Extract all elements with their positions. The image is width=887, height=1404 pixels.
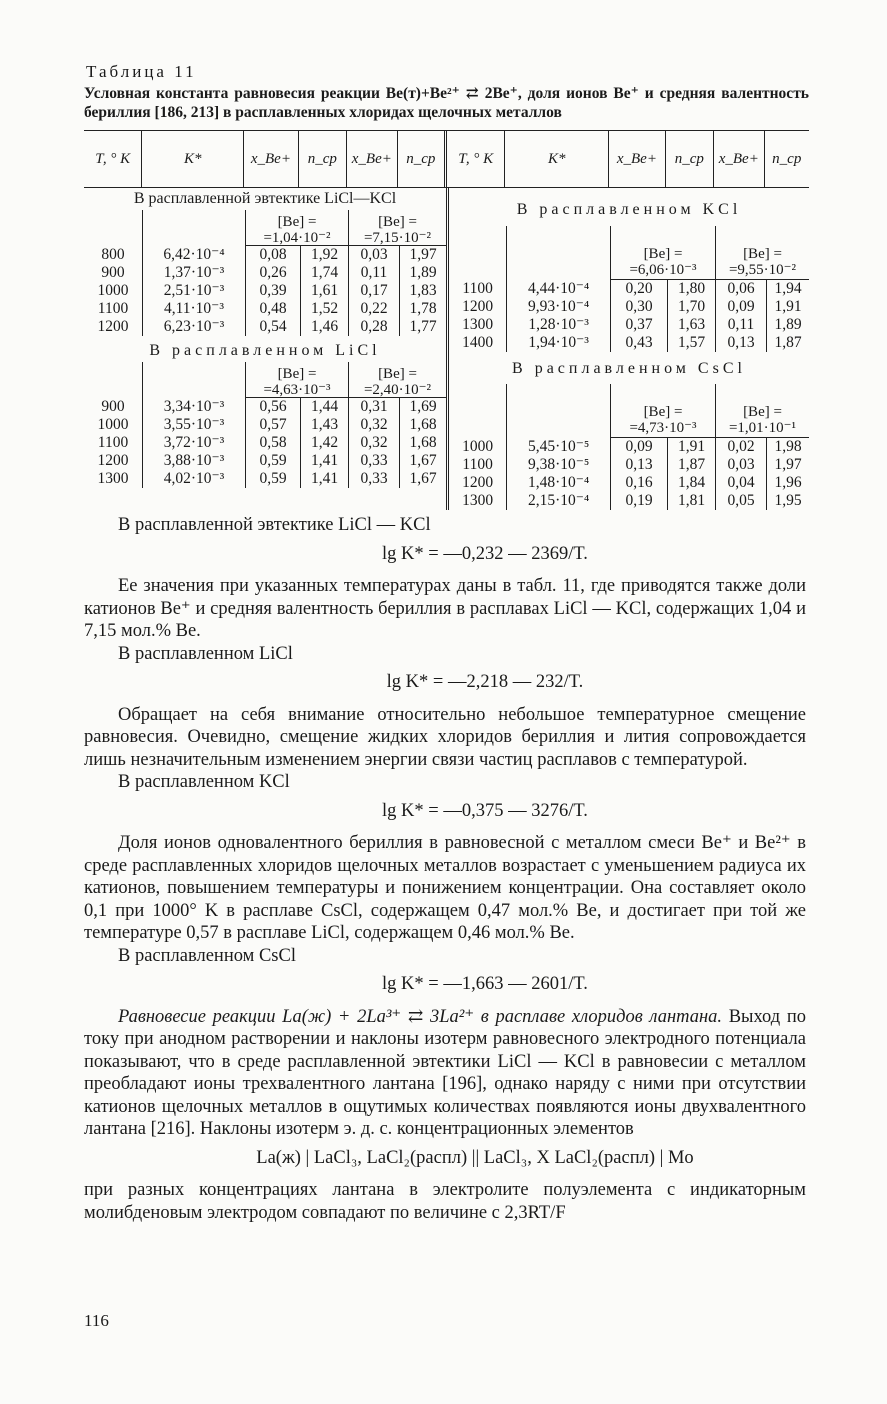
cell: 1000 [97, 282, 129, 299]
header-k: K* [142, 131, 244, 187]
cell: 1,57 [677, 334, 706, 351]
cell: 1,28·10⁻³ [528, 316, 589, 333]
header-xbe: x_Be+ [609, 131, 665, 187]
paragraph: В расплавленном KCl [118, 772, 290, 792]
cell: 1,97 [774, 456, 802, 473]
section-cscl [449, 384, 809, 510]
header-temp: Т, ° К [447, 131, 505, 187]
cell: 1100 [462, 280, 493, 297]
cell: 0,11 [360, 264, 388, 281]
body-text [84, 514, 806, 1224]
cell: 0,33 [360, 452, 388, 469]
page-content [84, 62, 809, 510]
cell: 2,15·10⁻⁴ [527, 492, 590, 509]
cell: 1000 [97, 416, 129, 433]
equation: lg K* = —2,218 — 232/T. [386, 672, 584, 692]
col-temp [449, 384, 507, 510]
cell: 4,02·10⁻³ [163, 470, 225, 487]
section-title-licl-kcl: В расплавленной эвтектике LiCl—KCl [133, 190, 397, 207]
cell: 0,17 [360, 282, 388, 299]
col-temp [449, 226, 507, 352]
cell: 900 [101, 398, 125, 415]
cell: 0,32 [360, 416, 388, 433]
cell: 1,63 [677, 316, 706, 333]
cell: 900 [101, 264, 125, 281]
equation: lg K* = —0,232 — 2369/T. [382, 543, 588, 564]
cell: 1,91 [677, 438, 706, 455]
cell: 1200 [462, 474, 494, 491]
cell: 5,45·10⁻⁵ [527, 438, 590, 455]
section-licl-kcl [84, 210, 446, 336]
cell: 1,97 [409, 246, 437, 263]
cell: 1,81 [677, 492, 706, 509]
cell: 1,48·10⁻⁴ [527, 474, 590, 491]
col-xbe [349, 246, 400, 336]
col-k [143, 210, 246, 336]
equation: lg K* = —1,663 — 2601/T. [382, 974, 588, 994]
cell: 1300 [97, 470, 129, 487]
paragraph [84, 1006, 806, 1141]
header-xbe: x_Be+ [244, 131, 298, 187]
col-ncp [668, 438, 715, 510]
cell: 1,41 [310, 470, 339, 487]
col-xbe [349, 398, 400, 488]
cell: 1,91 [774, 298, 802, 315]
cell: 1,92 [310, 246, 339, 263]
col-ncp [767, 280, 809, 352]
col-k [507, 384, 611, 510]
cell: 1,96 [774, 474, 802, 491]
cell: 1100 [97, 300, 129, 317]
paragraph: Ее значения при указанных температурах даны в табл. 11, где приводятся также доли катионов Be⁺ и средняя валентность бериллия в расплавах LiCl — KCl, содержащих 1,04 и 7,15 мол.% Be. [84, 576, 806, 641]
paragraph: Обращает на себя внимание относительно небольшое температурное смещение равновесия. Очевидно, смещение жидких хлоридов бериллия и лития сопровождается лишь незначительным изменением энергии связи частиц расплавов с температурой. [84, 704, 806, 770]
cell: 0,19 [625, 492, 653, 509]
cell: 1,69 [409, 398, 437, 415]
cell: 0,33 [360, 470, 388, 487]
cell: 0,13 [727, 334, 755, 351]
cell: 1,80 [677, 280, 706, 297]
table-right-half [449, 188, 809, 510]
cell: 0,03 [360, 246, 388, 263]
cell: 1,68 [409, 434, 437, 451]
header-ncp: n_ср [398, 131, 447, 187]
cell: 1,94 [774, 280, 802, 297]
equation: lg K* = —0,375 — 3276/T. [382, 800, 588, 821]
cell: 0,28 [360, 318, 388, 335]
concentration-label: [Be] = =4,63·10⁻³ [246, 362, 348, 398]
equation: La(ж) | LaCl₃, LaCl₂(распл) || LaCl₃, X LaCl₂(распл) | Mo [256, 1147, 694, 1168]
cell: 0,54 [259, 318, 287, 335]
cell: 0,02 [727, 438, 755, 455]
table-left-half [84, 188, 449, 510]
cell: 0,30 [625, 298, 653, 315]
cell: 1,78 [409, 300, 437, 317]
cell: 0,06 [727, 280, 755, 297]
col-xbe [716, 438, 767, 510]
header-ncp: n_ср [772, 150, 802, 167]
cell: 1,46 [310, 318, 339, 335]
header-temp: Т, ° К [84, 131, 142, 187]
cell: 1,68 [409, 416, 437, 433]
table-label: Таблица 11 [86, 62, 197, 81]
cell: 3,34·10⁻³ [163, 398, 225, 415]
cell: 1,44 [310, 398, 339, 415]
cell: 1300 [462, 316, 494, 333]
cell: 3,88·10⁻³ [163, 452, 225, 469]
col-xbe [611, 280, 668, 352]
cell: 0,08 [259, 246, 287, 263]
section-kcl [449, 226, 809, 352]
cell: 0,31 [360, 398, 388, 415]
header-xbe: x_Be+ [347, 131, 397, 187]
cell: 1,84 [677, 474, 706, 491]
cell: 0,04 [727, 474, 755, 491]
cell: 1400 [462, 334, 494, 351]
col-k [143, 362, 246, 488]
cell: 1,95 [774, 492, 802, 509]
cell: 1200 [97, 452, 129, 469]
col-k [507, 226, 611, 352]
col-ncp [301, 398, 348, 488]
cell: 0,13 [625, 456, 653, 473]
paragraph: В расплавленном LiCl [118, 643, 293, 664]
cell: 0,37 [625, 316, 653, 333]
concentration-label: [Be] = =1,01·10⁻¹ [716, 384, 809, 438]
cell: 1,67 [409, 470, 437, 487]
cell: 6,23·10⁻³ [163, 318, 225, 335]
cell: 3,72·10⁻³ [163, 434, 225, 451]
cell: 1200 [97, 318, 129, 335]
cell: 9,38·10⁻⁵ [527, 456, 590, 473]
table-caption: Условная константа равновесия реакции Be(т)+Be²⁺ ⇄ 2Be⁺, доля ионов Be⁺ и средняя валентность бериллия [186, 213] в расплавленных хлоридах щелочных металлов [84, 85, 809, 121]
col-ncp [767, 438, 809, 510]
header-ncp: n_ср [299, 131, 347, 187]
page-number: 116 [84, 1311, 109, 1330]
cell: 1,74 [310, 264, 339, 281]
cell: 1,89 [409, 264, 437, 281]
cell: 0,03 [727, 456, 755, 473]
data-table [84, 130, 809, 510]
concentration-label: [Be] = =7,15·10⁻² [349, 210, 446, 246]
cell: 2,51·10⁻³ [163, 282, 225, 299]
paragraph: Доля ионов одновалентного бериллия в равновесной с металлом смеси Be⁺ и Be²⁺ в среде расплавленных хлоридов щелочных металлов возрастает с уменьшением радиуса их катионов, повышением температуры и понижением концентрации. Она составляет около 0,1 при 1000° K в расплаве CsCl, содержащем 0,47 мол.% Be, и достигает при той же температуре 0,57 в расплаве LiCl, содержащем 0,46 мол.% Be. [84, 833, 806, 943]
cell: 0,26 [259, 264, 287, 281]
cell: 4,11·10⁻³ [163, 300, 225, 317]
paragraph: В расплавленной эвтектике LiCl — KCl [118, 515, 431, 535]
col-xbe [246, 398, 301, 488]
cell: 1,77 [409, 318, 437, 335]
cell: 1000 [462, 438, 494, 455]
paragraph-body: Выход по току при анодном растворении и наклоны изотерм равновесного электродного потенциала показывают, что в среде расплавленной эвтектики LiCl — KCl в равновесии с металлом преобладают ионы трехвалентного лантана [196], однако наряду с ними при отсутствии катионов щелочных металлов в ощутимых количествах появляются ионы двухвалентного лантана [216]. Наклоны изотерм э. д. с. концентрационных элементов [84, 1006, 806, 1139]
paragraph: при разных концентрациях лантана в электролите полуэлемента с индикаторным молибденовым электродом совпадают по величине с 2,3RT/F [84, 1180, 806, 1223]
cell: 0,59 [259, 452, 287, 469]
cell: 1,94·10⁻³ [528, 334, 589, 351]
cell: 1100 [462, 456, 493, 473]
cell: 0,48 [259, 300, 287, 317]
cell: 0,59 [259, 470, 287, 487]
col-ncp [301, 246, 348, 336]
section-licl [84, 362, 446, 488]
paragraph-lead: Равновесие реакции La(ж) + 2La³⁺ ⇄ 3La²⁺ в расплаве хлоридов лантана. [118, 1006, 723, 1027]
concentration-label: [Be] = =9,55·10⁻² [716, 226, 809, 280]
cell: 0,09 [625, 438, 653, 455]
cell: 0,56 [259, 398, 287, 415]
header-k: K* [505, 131, 609, 187]
cell: 0,11 [727, 316, 755, 333]
cell: 6,42·10⁻⁴ [163, 246, 225, 263]
cell: 9,93·10⁻⁴ [527, 298, 590, 315]
cell: 1,37·10⁻³ [163, 264, 225, 281]
cell: 1,52 [310, 300, 339, 317]
col-xbe [716, 280, 767, 352]
col-temp [84, 362, 143, 488]
cell: 1,42 [310, 434, 339, 451]
concentration-label: [Be] = =1,04·10⁻² [246, 210, 348, 246]
paragraph: В расплавленном CsCl [118, 945, 296, 966]
col-ncp [400, 398, 446, 488]
cell: 1,41 [310, 452, 339, 469]
concentration-label: [Be] = =2,40·10⁻² [349, 362, 446, 398]
cell: 0,20 [625, 280, 653, 297]
header-xbe: x_Be+ [714, 131, 764, 187]
cell: 0,39 [259, 282, 287, 299]
cell: 1,67 [409, 452, 437, 469]
col-ncp [400, 246, 446, 336]
col-xbe [246, 246, 301, 336]
cell: 1,43 [310, 416, 339, 433]
cell: 0,58 [259, 434, 287, 451]
cell: 1,70 [677, 298, 706, 315]
col-xbe [611, 438, 668, 510]
cell: 0,09 [727, 298, 755, 315]
cell: 0,43 [625, 334, 653, 351]
section-title-kcl: В расплавленном KCl [516, 201, 742, 218]
cell: 1100 [97, 434, 129, 451]
cell: 1,83 [409, 282, 437, 299]
col-ncp [668, 280, 715, 352]
cell: 1,87 [677, 456, 706, 473]
cell: 1,89 [774, 316, 802, 333]
cell: 1200 [462, 298, 494, 315]
table-header [84, 131, 809, 188]
cell: 1300 [462, 492, 494, 509]
col-temp [84, 210, 143, 336]
concentration-label: [Be] = =6,06·10⁻³ [611, 226, 715, 280]
section-title-licl: В расплавленном LiCl [149, 342, 381, 359]
cell: 4,44·10⁻⁴ [527, 280, 590, 297]
cell: 1,87 [774, 334, 802, 351]
cell: 0,22 [360, 300, 388, 317]
cell: 0,16 [625, 474, 653, 491]
concentration-label: [Be] = =4,73·10⁻³ [611, 384, 715, 438]
header-ncp: n_ср [666, 131, 714, 187]
cell: 0,32 [360, 434, 388, 451]
cell: 0,57 [259, 416, 287, 433]
section-title-cscl: В расплавленном CsCl [512, 360, 746, 377]
cell: 3,55·10⁻³ [163, 416, 225, 433]
cell: 1,61 [310, 282, 339, 299]
cell: 800 [101, 246, 125, 263]
cell: 0,05 [727, 492, 755, 509]
cell: 1,98 [774, 438, 802, 455]
